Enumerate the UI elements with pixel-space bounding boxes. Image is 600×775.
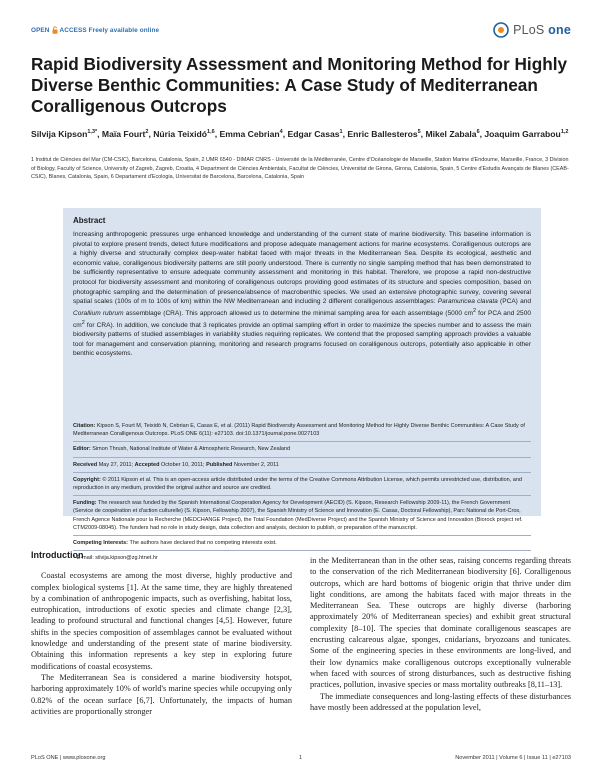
- open-access-label: OPEN: [31, 26, 50, 34]
- competing-interests: Competing Interests: The authors have declared that no competing interests exist.: [73, 536, 531, 551]
- body-column-right: [310, 555, 571, 713]
- abstract-text: Increasing anthropogenic pressures urge enhanced knowledge and understanding of the current state of marine biodiversity. This baseline information is pivotal to explore present trends, detect future modifications and propose adequate management actions for marine ecosystems. Coralligenous outcrops are a highly diverse and structurally complex deep-water habitat faced with major threats in the Mediterranean Sea. Despite its ecological, aesthetic and economic value, coralligenous biodiversity patterns are still poorly understood. There is currently no single sampling method that has been demonstrated to be sufficiently representative to ensure adequate community assessment and monitoring in this habitat. Therefore, we propose a rapid non-destructive protocol for biodiversity assessment and monitoring of coralligenous outcrops providing good estimates of its structure and species composition, based on photographic sampling and the determination of presence/absence of macrobenthic species. We used an extensive photographic survey, covering several spatial scales (100s of m to 100s of km) within the NW Mediterranean and including 2 different coralligenous assemblages: Paramuricea clavata (PCA) and Corallium rubrum assemblage (CRA). This approach allowed us to determine the minimal sampling area for each assemblage (5000 $cm^2$ for PCA and 2500 $cm^2$ for CRA). In addition, we conclude that 3 replicates provide an optimal sampling effort in order to maximize the species number and to assess the main biodiversity patterns of studied assemblages in variability studies requiring replicates. We contend that the proposed sampling approach provides a valuable tool for management and conservation planning, monitoring and research programs focused on coralligenous outcrops, potentially also applicable in other benthic ecosystems.: [73, 231, 532, 358]
- paragraph: The Mediterranean Sea is considered a marine biodiversity hotspot, harboring approximately 10% of world's marine species while occupying only 0.82% of the ocean surface [6,7]. Unfortunately, the impacts of human activities are proportionally stronger: [31, 672, 292, 716]
- journal-header: [31, 22, 571, 44]
- open-access-tagline: ACCESS Freely available online: [59, 26, 160, 34]
- article-title: Rapid Biodiversity Assessment and Monitoring Method for Highly Diverse Benthic Communities: A Case Study of Mediterranean Coralligenous Outcrops: [31, 54, 568, 116]
- email-link[interactable]: * E-mail: silvija.kipson@zg.htnet.hr: [73, 555, 158, 562]
- footer-journal: PLoS ONE | www.plosone.org: [31, 755, 106, 761]
- journal-brand: [493, 22, 571, 38]
- journal-name: PLoS one: [513, 23, 571, 37]
- author-list: Silvija Kipson$^{1,3*}$, Maïa Fourt$^2$, Núria Teixidó$^{1,6}$, Emma Cebrian$^4$, Edgar Casas$^1$, Enric Ballesteros$^5$, Mikel Zabala$^6$, Joaquim Garrabou$^{1,2}$: [31, 128, 569, 139]
- copyright: Copyright: © 2011 Kipson et al. This is an open-access article distributed under the terms of the Creative Commons Attribution License, which permits unrestricted use, distribution, and reproduction in any medium, provided the original author and source are credited.: [73, 473, 531, 496]
- editor: Editor: Simon Thrush, National Institute of Water & Atmospheric Research, New Zealand: [73, 442, 531, 457]
- footer-issue: November 2011 | Volume 6 | Issue 11 | e27103: [455, 755, 571, 761]
- body-column-left: [31, 550, 292, 717]
- page-number: 1: [299, 755, 303, 761]
- open-access-badge: [31, 26, 159, 34]
- paragraph: Coastal ecosystems are among the most diverse, highly productive and complex biological systems [1]. At the same time, they are highly threatened by a combination of anthropogenic impacts, such as overfishing, habitat loss, eutrophication, introductions of exotic species and climate change [2,3], leading to profound structural and functional changes [4,5]. However, future shifts in the species composition of assemblages cannot be evaluated without knowledge and understanding of the present state of marine biodiversity. Obtaining this information represents a key step in exploring future modifications of coastal ecosystems.: [31, 571, 292, 671]
- section-heading-introduction: Introduction: [31, 550, 84, 560]
- paragraph: in the Mediterranean than in the other seas, raising concerns regarding threats to the conservation of the rich Mediterranean biodiversity [6]. Coralligenous outcrops, which are hard bottoms of biogenic origin that thrive under dim light conditions, are among the habitats faced with major threats in the Mediterranean Sea. These outcrops are highly diverse (harboring approximately 20% of Mediterranean species) and exhibit great structural complexity [8–10]. The species that dominate coralligenous seascapes are encrusting calcareous algae, sponges, cnidarians, bryozoans and tunicates. Some of the engineering species in these environments are long-lived, and their low dynamics make coralligenous outcrops exceptionally vulnerable when faced with sources of strong disturbances, such as destructive fishing practices, pollution, invasive species or mass mortality outbreaks [8,11–13].: [310, 556, 571, 690]
- dates: Received May 27, 2011; Accepted October 10, 2011; Published November 2, 2011: [73, 458, 531, 473]
- abstract-heading: Abstract: [73, 216, 106, 225]
- citation: Citation: Kipson S, Fourt M, Teixidó N, Cebrian E, Casas E, et al. (2011) Rapid Biodiversity Assessment and Monitoring Method for Highly Diverse Benthic Communities: A Case Study of Mediterranean Coralligenous Outcrops. PLoS ONE 6(11): e27103. doi:10.1371/journal.pone.0027103: [73, 419, 531, 442]
- article-metadata: [73, 419, 531, 565]
- plos-logo-icon: [493, 22, 509, 38]
- funding: Funding: The research was funded by the Spanish International Cooperation Agency for Development (AECID) (S. Kipson, Research Fellowship 2009-11), the French Government (Service de coopération et d'action culturelle) (S. Kipson, Fellowship 2007), the Spanish Ministry of Science and Innovation (E. Casas, Doctoral Fellowship), Parc National de Port-Cros, French Agence Nationale pour la Recherche (MEDCHANGE Project), the Total Foundation (MedDiverse Project) and the Spanish Ministry of Science and Innovation (Biorock project ref. CTM2009-08045). The funders had no role in study design, data collection and analysis, decision to publish, or preparation of the manuscript.: [73, 496, 531, 536]
- abstract-panel: [63, 208, 541, 562]
- paragraph: The immediate consequences and long-lasting effects of these disturbances have mostly been addressed at the population level,: [310, 691, 571, 712]
- open-lock-icon: [52, 26, 58, 34]
- affiliations: 1 Institut de Ciències del Mar (CM-CSIC), Barcelona, Catalonia, Spain, 2 UMR 6540 - DIMAR CNRS - Université de la Méditerranée, Centre d'Océanologie de Marseille, Station Marine d'Endoume, Marseille, France, 3 Division of Biology, Faculty of Science, University of Zagreb, Zagreb, Croatia, 4 Department de Ciències Ambientals, Facultat de Ciències, Universitat de Girona, Girona, Catalonia, Spain, 5 Centre d'Estudis Avançats de Blanes (CEAB-CSIC), Blanes, Catalonia, Spain, 6 Departament d'Ecologia, Universitat de Barcelona, Barcelona, Catalonia, Spain: [31, 157, 569, 181]
